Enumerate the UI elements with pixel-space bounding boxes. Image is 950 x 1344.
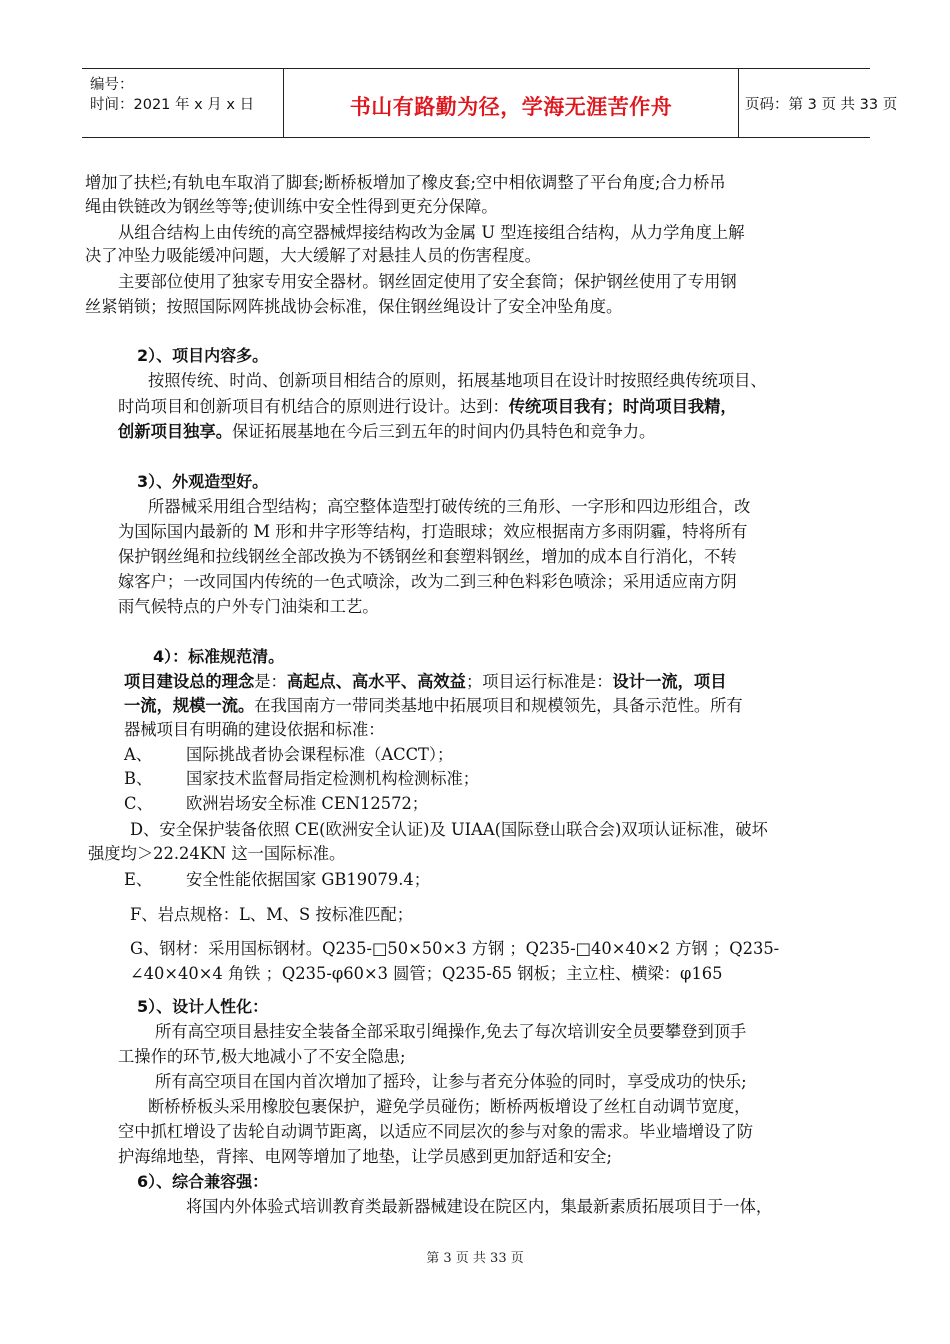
list-item: D、安全保护装备依照 CE(欧洲安全认证)及 UIAA(国际登山联合会)双项认证标准，破坏 [130,820,768,839]
paragraph-line: 断桥桥板头采用橡胶包裹保护，避免学员碰伤；断桥两板增设了丝杠自动调节宽度， [148,1097,751,1116]
section-heading: 2）、项目内容多。 [137,346,269,365]
header-left-cell [82,69,283,137]
paragraph-line: 决了冲坠力吸能缓冲问题，大大缓解了对悬挂人员的伤害程度。 [85,246,541,265]
list-item: C、 欧洲岩场安全标准 CEN12572； [124,794,429,813]
section-heading: 4）：标准规范清。 [153,647,285,666]
paragraph-line: 护海绵地垫，背摔、电网等增加了地垫，让学员感到更加舒适和安全; [118,1147,612,1166]
list-item-continuation: 强度均＞22.24KN 这一国际标准。 [88,844,346,863]
paragraph-line: 嫁客户；一改同国内传统的一色式喷涂，改为二到三种色料彩色喷涂；采用适应南方阴 [118,572,737,591]
page-footer: 第 3 页 共 33 页 [426,1251,524,1266]
paragraph-line: 从组合结构上由传统的高空器械焊接结构改为金属 U 型连接组合结构，从力学角度上解 [118,223,745,242]
header-date: 时间：2021 年 x 月 x 日 [90,97,255,113]
header-motto: 书山有路勤为径，学海无涯苦作舟 [349,95,673,119]
page-header [82,68,898,138]
list-item: B、 国家技术监督局指定检测机构检测标准； [124,769,480,788]
paragraph-line: 创新项目独享。保证拓展基地在今后三到五年的时间内仍具特色和竞争力。 [118,422,656,441]
paragraph-line: 所器械采用组合型结构；高空整体造型打破传统的三角形、一字形和四边形组合，改 [148,497,751,516]
paragraph-line: 按照传统、时尚、创新项目相结合的原则，拓展基地项目在设计时按照经典传统项目、 [148,371,767,390]
paragraph-line: 为国际国内最新的 M 形和井字形等结构，打造眼球；效应根据南方多雨阴霾，特将所有 [118,522,748,541]
paragraph-line: 绳由铁链改为钢丝等等;使训练中安全性得到更充分保障。 [85,197,498,216]
list-item: A、 国际挑战者协会课程标准（ACCT）； [124,745,454,764]
paragraph-line: 将国内外体验式培训教育类最新器械建设在院区内，集最新素质拓展项目于一体， [186,1197,773,1216]
paragraph-line: 器械项目有明确的建设依据和标准： [124,720,385,739]
paragraph-line: 项目建设总的理念是：高起点、高水平、高效益；项目运行标准是：设计一流，项目 [124,672,727,691]
paragraph-line: 空中抓杠增设了齿轮自动调节距离，以适应不同层次的参与对象的需求。毕业墙增设了防 [118,1122,753,1141]
section-heading: 6）、综合兼容强： [137,1172,269,1191]
paragraph-line: 主要部位使用了独家专用安全器材。钢丝固定使用了安全套筒；保护钢丝使用了专用钢 [118,272,737,291]
header-page-info: 页码：第 3 页 共 33 页 [745,97,898,113]
section-heading: 5）、设计人性化： [137,997,269,1016]
paragraph-line: 所有高空项目在国内首次增加了摇玲，让参与者充分体验的同时，享受成功的快乐; [155,1072,747,1091]
paragraph-line: 丝紧销锁；按照国际网阵挑战协会标准，保住钢丝绳设计了安全冲坠角度。 [85,297,623,316]
list-item: F、岩点规格：L、M、S 按标准匹配； [130,905,414,924]
paragraph-line: 增加了扶栏;有轨电车取消了脚套;断桥板增加了橡皮套;空中相依调整了平台角度;合力桥吊 [85,173,726,192]
section-heading: 3）、外观造型好。 [137,472,269,491]
list-item: G、钢材：采用国标钢材。Q235-□50×50×3 方钢 ；Q235-□40×40×2 方钢 ；Q235- [130,939,780,958]
paragraph-line: 保护钢丝绳和拉线钢丝全部改换为不锈钢丝和套塑料钢丝，增加的成本自行消化，不转 [118,547,737,566]
paragraph-line: 工操作的环节,极大地减小了不安全隐患; [118,1047,406,1066]
header-center-cell [283,69,739,137]
paragraph-line: 时尚项目和创新项目有机结合的原则进行设计。达到：传统项目我有；时尚项目我精， [118,397,737,416]
list-item-continuation: ∠40×40×4 角铁 ；Q235-φ60×3 圆管；Q235-δ5 钢板；主立柱、横梁：φ165 [130,964,723,983]
list-item: E、 安全性能依据国家 GB19079.4； [124,870,431,889]
header-right-cell [737,69,898,137]
paragraph-line: 所有高空项目悬挂安全装备全部采取引绳操作,免去了每次培训安全员要攀登到顶手 [155,1022,747,1041]
paragraph-line: 雨气候特点的户外专门油柒和工艺。 [118,597,379,616]
paragraph-line: 一流，规模一流。在我国南方一带同类基地中拓展项目和规模领先，具备示范性。所有 [124,696,743,715]
doc-number-label: 编号： [90,77,134,93]
